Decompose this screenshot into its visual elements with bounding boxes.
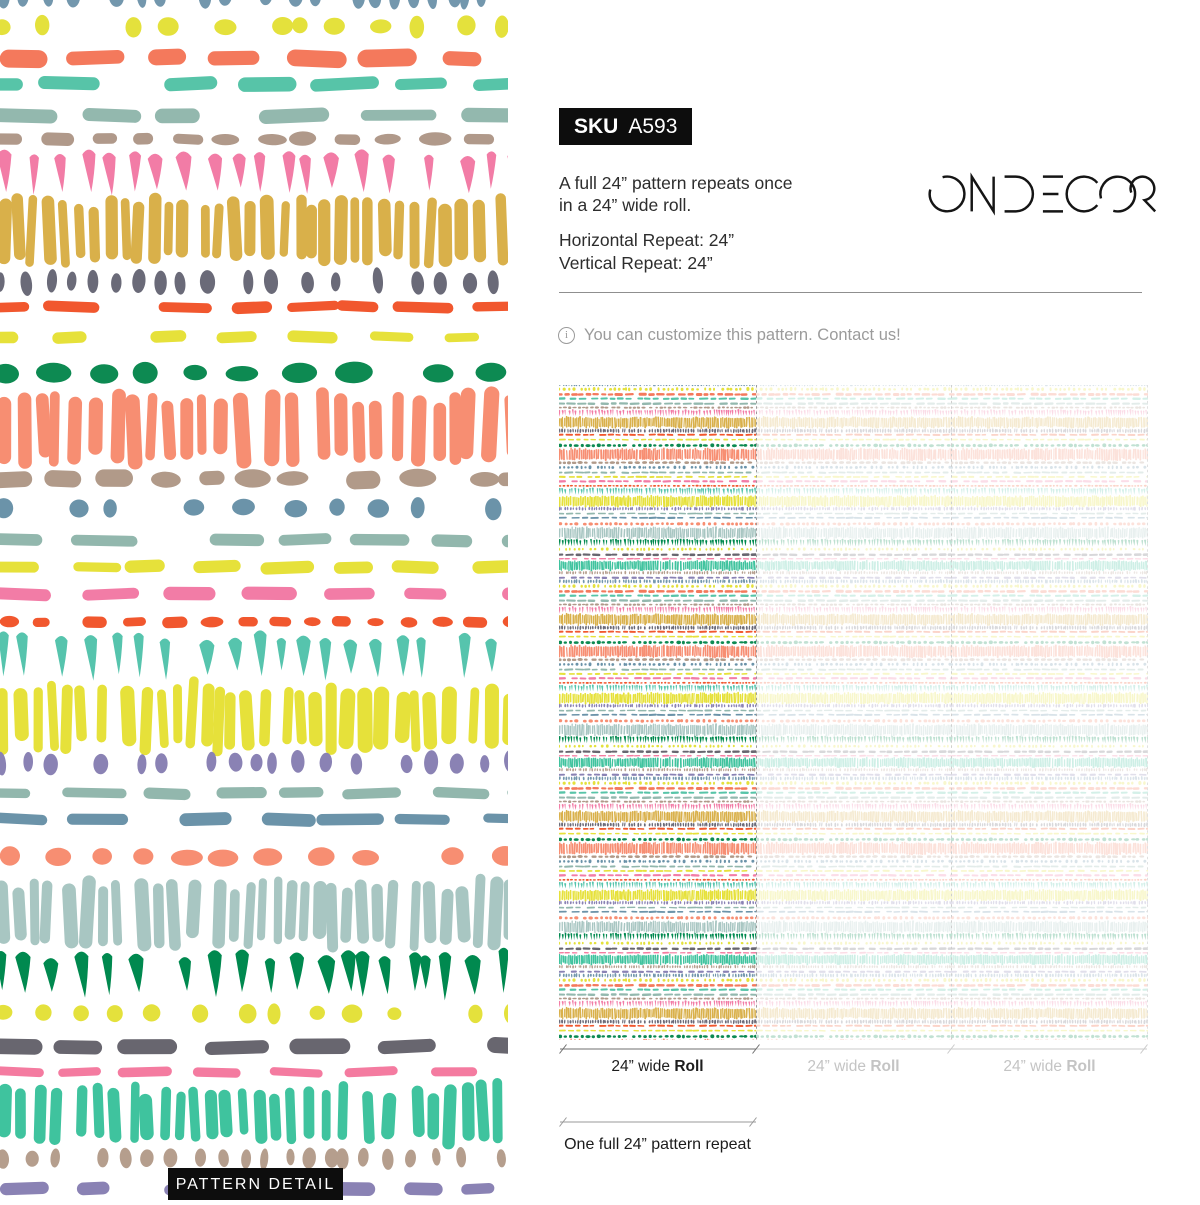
repeat-description <box>559 173 792 216</box>
logo-letter-o2 <box>1100 177 1135 212</box>
logo-letter-c <box>1067 177 1098 212</box>
pattern-detail-tag <box>168 1168 343 1200</box>
roll-width-bold: Roll <box>1066 1058 1095 1075</box>
sku-label: SKU <box>574 115 618 139</box>
sku-value: A593 <box>628 115 677 139</box>
roll-panel-2 <box>753 385 960 1160</box>
logo-letter-o1 <box>930 177 965 212</box>
logo-letter-n <box>972 177 994 212</box>
description-line1: A full 24” pattern repeats once <box>559 173 792 195</box>
pattern-repeat-caption: One full 24” pattern repeat <box>559 1136 756 1154</box>
ondecor-logo-svg <box>927 167 1157 221</box>
roll-panel-3 <box>948 385 1148 1160</box>
repeat-specs <box>559 229 734 274</box>
ondecor-logo <box>927 167 1157 221</box>
customize-note <box>558 326 901 345</box>
roll-width-label-2 <box>756 1058 951 1076</box>
logo-letter-d <box>1005 177 1033 212</box>
roll-panel-1 <box>559 385 763 1160</box>
roll-width-bold: Roll <box>870 1058 899 1075</box>
roll-width-label-3 <box>951 1058 1148 1076</box>
horizontal-repeat-text: Horizontal Repeat: 24” <box>559 229 734 252</box>
customize-note-text: You can customize this pattern. Contact us! <box>584 326 901 345</box>
roll-width-bold: Roll <box>674 1058 703 1075</box>
roll-width-prefix: 24” wide <box>611 1058 670 1075</box>
logo-letter-e <box>1043 177 1063 212</box>
roll-diagram-art <box>559 385 1148 1160</box>
pattern-detail-art <box>0 0 508 1200</box>
roll-width-prefix: 24” wide <box>807 1058 866 1075</box>
sku-badge <box>559 108 692 145</box>
pattern-detail-swatch <box>0 0 508 1200</box>
roll-width-label-1 <box>559 1058 756 1076</box>
divider-line <box>559 292 1142 293</box>
roll-width-prefix: 24” wide <box>1003 1058 1062 1075</box>
pattern-detail-label: PATTERN DETAIL <box>176 1176 336 1193</box>
vertical-repeat-text: Vertical Repeat: 24” <box>559 252 734 275</box>
roll-diagram <box>559 385 1148 1160</box>
info-icon: i <box>558 327 575 344</box>
description-line2: in a 24” wide roll. <box>559 195 792 217</box>
